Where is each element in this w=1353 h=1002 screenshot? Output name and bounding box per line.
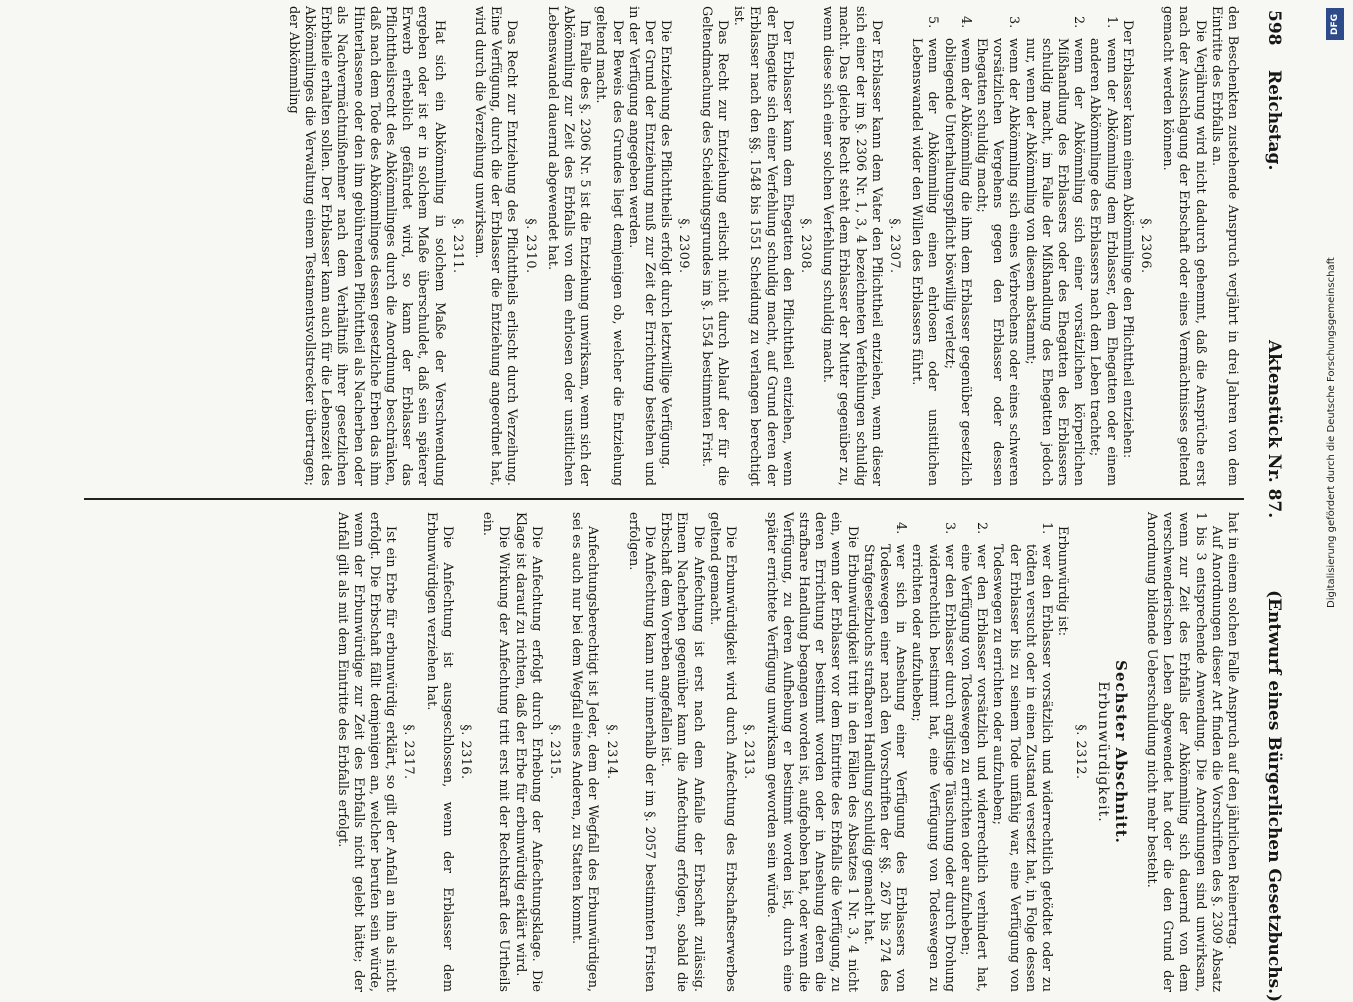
paragraph: Ist ein Erbe für erbunwürdig erklärt, so gilt der Anfall an ihn als nicht erfolgt. Die Erbschaft fällt demjenigen an, welcher berufen sein würde, wenn der Erbunwürdige zur Zeit des Erbfalls nicht gelebt hätte; der Anfall gilt als mit dem Eintritte des Erbfalls erfolgt.: [334, 512, 399, 992]
paragraph: Auf Anordnungen dieser Art finden die Vorschriften des §. 2309 Absatz 1 bis 3 entsprechende Anwendung. Die Anordnungen sind unwirksam, wenn zur Zeit des Erbfalls der Abkömmling sich dauernd von dem verschwenderischen Leben abgewendet hat oder die den Grund der Anordnung bildende Ueberschuldung nicht mehr besteht.: [1143, 512, 1224, 992]
list-item: [973, 6, 1022, 486]
paragraph: Die Anfechtung erfolgt durch Erhebung der Anfechtungsklage. Die Klage ist darauf zu richten, daß der Erbe für erbunwürdig erklärt wird.: [512, 512, 544, 992]
paragraph: Die Wirkung der Anfechtung tritt erst mit der Rechtskraft des Urtheils ein.: [480, 512, 512, 992]
paragraph: Der Beweis des Grundes liegt demjenigen ob, welcher die Entziehung geltend macht.: [593, 6, 625, 486]
item-number: 3.: [1006, 16, 1022, 29]
item-number: 2.: [1071, 16, 1087, 29]
paragraph: Das Recht zur Entziehung erlischt nicht durch Ablauf der für die Geltendmachung des Scheidungsgrundes im §. 1554 bestimmten Frist.: [698, 6, 730, 486]
paragraph: Die Anfechtung ist erst nach dem Anfalle der Erbschaft zulässig. Einem Nacherben gegenüber kann die Anfechtung erfolgen, sobald die Erbschaft dem Vorerben angefallen ist.: [658, 512, 706, 992]
paragraph: Anfechtungsberechtigt ist Jeder, dem der Wegfall des Erbunwürdigen, sei es auch nur bei dem Wegfall eines Anderen, zu Statten kommt.: [569, 512, 601, 992]
digitization-credit: Digitalisierung gefördert durch die Deutsche Forschungsgemeinschaft: [1326, 257, 1337, 608]
list-item: [957, 512, 989, 992]
paragraph: Der Grund der Entziehung muß zur Zeit der Errichtung bestehen und in der Verfügung angegeben werden.: [625, 6, 658, 486]
paragraph: hat in einem solchen Falle Anspruch auf den jährlichen Reinertrag.: [1225, 512, 1240, 949]
paragraph: Erbunwürdig ist:: [1055, 526, 1071, 637]
list-item: [989, 512, 1054, 992]
paragraph: Hat sich ein Abkömmling in solchem Maße der Verschwendung ergeben oder ist er in solchem Maße überschuldet, daß sein späterer Erwerb erheblich gefährdet wird, so kann der Erblasser das Pflichttheilsrecht des Abkömmlinges durch die Anordnung beschränken, daß nach dem Tode des Abkömmlinges dessen gesetzliche Erben das ihm Hinterlassene oder den ihm gebührenden Pflichttheil als Nacherben oder als Nachvermächtnißnehmer nach dem Verhältniß ihrer gesetzlichen Erbtheile erhalten sollen. Der Erblasser kann auch für die Lebenszeit des Abkömmlinges die Verwaltung einem Testamentsvollstrecker übertragen; der Abkömmling: [285, 6, 447, 486]
section-number: §. 2313.: [741, 724, 757, 780]
header-left: Reichstag.: [1264, 70, 1284, 171]
section-subheading: Erbunwürdigkeit.: [1094, 681, 1111, 823]
page-number: 598: [1264, 10, 1284, 46]
item-text: wenn der Abkömmling sich einer vorsätzlichen körperlichen Mißhandlung des Erblassers oder des Ehegatten des Erblassers schuldig macht, im Falle der Mißhandlung des Ehegatten jedoch nur, wenn der Abkömmling von diesem abstammt;: [1022, 38, 1087, 486]
item-number: 5.: [925, 16, 941, 29]
paragraph: den Beschenkten zustehende Anspruch verjährt in drei Jahren von dem Eintritte des Erbfalls an.: [1208, 6, 1240, 486]
header-document-number: Aktenstück Nr. 87.: [1264, 340, 1284, 519]
paragraph: Die Verjährung wird nicht dadurch gehemmt, daß die Ansprüche erst nach der Ausschlagung der Erbschaft oder eines Vermächtnisses geltend gemacht werden können.: [1160, 6, 1208, 486]
item-text: wer den Erblasser durch arglistige Täuschung oder durch Drohung widerrechtlich bestimmt hat, eine Verfügung von Todeswegen zu errichten oder aufzuheben;: [909, 544, 957, 992]
list-item: [860, 512, 909, 992]
list-item: [1086, 6, 1118, 486]
section-number: §. 2306.: [1137, 218, 1153, 274]
list-item: [940, 6, 972, 486]
item-text: wenn der Abkömmling einen ehrlosen oder unsittlichen Lebenswandel wider den Willen des Erblassers führt.: [909, 38, 941, 486]
digitization-stamp: [1326, 8, 1346, 998]
item-text: wer den Erblasser vorsätzlich und widerrechtlich getödtet oder zu tödten versucht oder in einen Zustand versetzt hat, in Folge dessen der Erblasser bis zu seinem Tode unfähig war, eine Verfügung von Todeswegen zu errichten oder aufzuheben;: [990, 544, 1054, 992]
paragraph: Die Erbunwürdigkeit tritt in den Fällen des Absatzes 1 Nr. 3, 4 nicht ein, wenn der Erblasser vor dem Eintritte des Erbfalls die Verfügung, zu deren Errichtung er bestimmt worden oder in Ansehung deren die strafbare Handlung begangen worden ist, aufgehoben hat, oder wenn die Verfügung, zu deren Aufhebung er bestimmt worden ist, durch eine später errichtete Verfügung unwirksam geworden sein würde.: [763, 512, 860, 992]
left-column: [285, 6, 1240, 486]
item-number: 3.: [941, 522, 957, 535]
item-number: 4.: [957, 16, 973, 29]
item-text: wenn der Abkömmling sich eines Verbrechens oder eines schweren vorsätzlichen Vergehens gegen den Erblasser oder dessen Ehegatten schuldig macht;: [973, 38, 1022, 486]
item-number: 1.: [1038, 522, 1054, 535]
item-number: 1.: [1103, 16, 1119, 29]
section-number: §. 2312.: [1073, 724, 1089, 780]
paragraph: Im Falle des §. 2306 Nr. 5 ist die Entziehung unwirksam, wenn sich der Abkömmling zur Zeit des Erbfalls von dem ehrlosen oder unsittlichen Lebenswandel dauernd abgewendet hat.: [544, 6, 593, 486]
right-column: [333, 512, 1240, 992]
section-number: §. 2317.: [401, 724, 417, 780]
rotated-page-content: [56, 0, 1296, 1000]
paragraph: Die Entziehung des Pflichttheils erfolgt durch letztwillige Verfügung.: [658, 20, 674, 470]
section-number: §. 2308.: [797, 218, 813, 274]
paragraph: Die Anfechtung kann nur innerhalb der im §. 2057 bestimmten Fristen erfolgen.: [625, 512, 658, 992]
paragraph: Der Erblasser kann einem Abkömmlinge den Pflichttheil entziehen:: [1119, 20, 1135, 459]
dfg-logo: DFG: [1326, 8, 1344, 40]
item-number: 4.: [893, 522, 909, 535]
list-item: [1021, 6, 1086, 486]
page-header: [1248, 0, 1296, 1000]
section-number: §. 2311.: [449, 218, 465, 274]
paragraph: Die Anfechtung ist ausgeschlossen, wenn der Erblasser dem Erbunwürdigen verziehen hat.: [423, 512, 455, 992]
column-divider: [84, 498, 1244, 500]
item-text: wenn der Abkömmling die ihm dem Erblasser gegenüber gesetzlich obliegende Unterhaltungspflicht böswillig verletzt;: [941, 38, 973, 486]
section-number: §. 2315.: [547, 724, 563, 780]
list-item: [908, 6, 940, 486]
paragraph: Der Erblasser kann dem Vater den Pflichttheil entziehen, wenn dieser sich einer der im §. 2306 Nr. 1, 3, 4 bezeichneten Verfehlungen schuldig macht. Das gleiche Recht steht dem Erblasser der Mutter gegenüber zu, wenn diese sich einer solchen Verfehlung schuldig macht.: [820, 6, 884, 486]
paragraph: Der Erblasser kann dem Ehegatten den Pflichttheil entziehen, wenn der Ehegatte sich einer Verfehlung schuldig macht, auf Grund deren der Erblasser nach den §§. 1548 bis 1551 Scheidung zu verlangen berechtigt ist.: [731, 6, 795, 486]
item-text: wer den Erblasser vorsätzlich und widerrechtlich verhindert hat, eine Verfügung von Todeswegen zu errichten oder aufzuheben;: [957, 544, 990, 992]
item-text: wenn der Abkömmling dem Erblasser, dem Ehegatten oder einem anderen Abkömmlinge des Erblassers nach dem Leben trachtet;: [1087, 38, 1119, 486]
header-title: (Entwurf eines Bürgerlichen Gesetzbuchs.): [1264, 590, 1284, 1002]
section-number: §. 2309.: [676, 218, 692, 274]
item-text: wer sich in Ansehung einer Verfügung des Erblassers von Todeswegen einer nach den Vorschriften der §§. 267 bis 274 des Strafgesetzbuchs strafbaren Handlung schuldig gemacht hat.: [860, 544, 909, 992]
section-heading: Sechster Abschnitt.: [1111, 660, 1130, 844]
section-number: §. 2314.: [603, 724, 619, 780]
paragraph: Das Recht zur Entziehung des Pflichttheils erlischt durch Verzeihung. Eine Verfügung, durch die der Erblasser die Entziehung angeordnet hat, wird durch die Verzeihung unwirksam.: [472, 6, 520, 486]
paragraph: Die Erbunwürdigkeit wird durch Anfechtung des Erbschaftserwerbes geltend gemacht.: [706, 512, 739, 992]
list-item: [908, 512, 957, 992]
section-number: §. 2307.: [886, 218, 902, 274]
section-number: §. 2310.: [522, 218, 538, 274]
item-number: 2.: [974, 522, 990, 535]
section-number: §. 2316.: [458, 724, 474, 780]
